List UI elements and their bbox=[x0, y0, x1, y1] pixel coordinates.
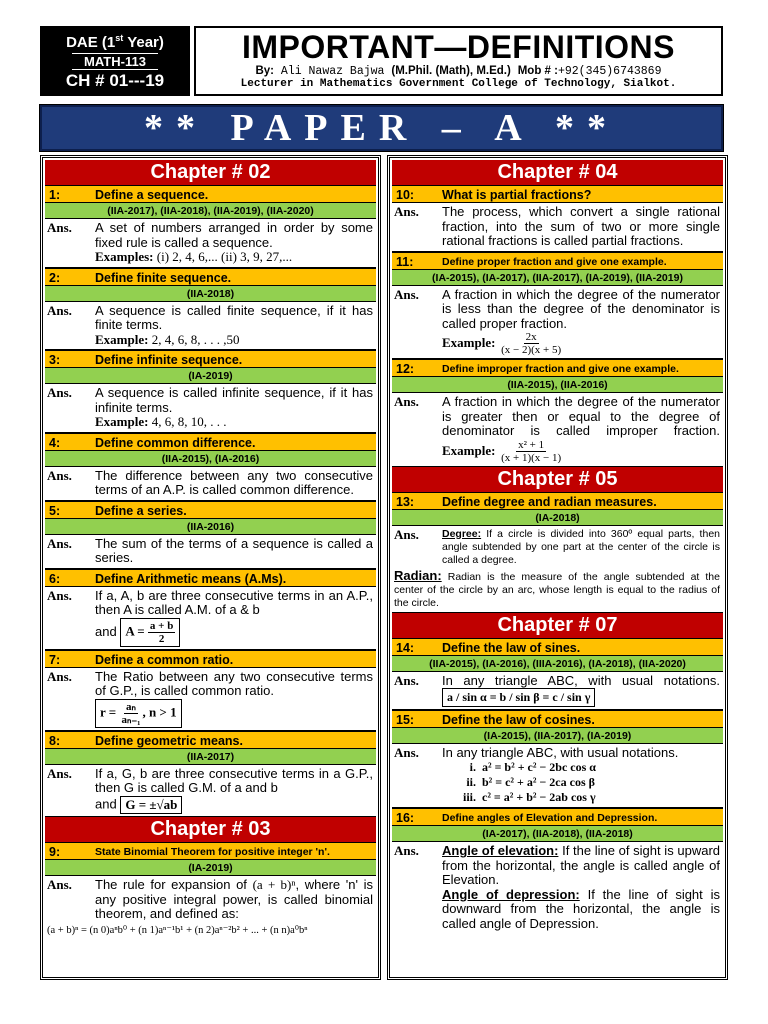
question-row: 8: Define geometric means. bbox=[45, 731, 376, 749]
answer: Ans. If a, G, b are three consecutive terms in a G.P., then G is called G.M. of a and b and G = ±√ab bbox=[45, 765, 376, 818]
lecturer-line: Lecturer in Mathematics Government College of Technology, Sialkot. bbox=[240, 78, 677, 90]
question-row: 14: Define the law of sines. bbox=[392, 638, 723, 656]
answer: Ans. A set of numbers arranged in order by some fixed rule is called a sequence. Examples: (i) 2, 4, 6,... (ii) 3, 9, 27,... bbox=[45, 219, 376, 268]
exam-years: (IIA-2015), (IA-2016), (IIIA-2016), (IA-2018), (IIA-2020) bbox=[392, 656, 723, 672]
question-row: 9: State Binomial Theorem for positive integer 'n'. bbox=[45, 842, 376, 860]
answer: Ans. The process, which convert a single rational fraction, into the sum of two or more single rational fractions is called partial fractions. bbox=[392, 203, 723, 252]
course-year: DAE (1st Year) bbox=[66, 33, 164, 51]
question-row: 10: What is partial fractions? bbox=[392, 185, 723, 203]
answer: Ans. A sequence is called finite sequence, if it has finite terms. Example: 2, 4, 6, 8, . . . ,50 bbox=[45, 302, 376, 351]
exam-years: (IA-2017), (IIA-2018), (IIA-2018) bbox=[392, 826, 723, 842]
question-row: 7: Define a common ratio. bbox=[45, 650, 376, 668]
question-row: 3: Define infinite sequence. bbox=[45, 350, 376, 368]
chapter-heading: Chapter # 04 bbox=[392, 160, 723, 185]
exam-years: (IA-2019) bbox=[45, 860, 376, 876]
exam-years: (IIA-2016) bbox=[45, 519, 376, 535]
question-row: 2: Define finite sequence. bbox=[45, 268, 376, 286]
question-row: 4: Define common difference. bbox=[45, 433, 376, 451]
answer: Ans. Angle of elevation: If the line of sight is upward from the horizontal, the angle is called angle of Elevation. Angle of depression: If the line of sight is downward from the horizontal, the angle is called angle of Depression. bbox=[394, 843, 721, 931]
chapter-heading: Chapter # 03 bbox=[45, 817, 376, 842]
exam-years: (IIA-2018) bbox=[45, 286, 376, 302]
chapter-heading: Chapter # 07 bbox=[392, 613, 723, 638]
answer: Radian: Radian is the measure of the angle subtended at the center of the circle by an arc, whose length is equal to the radius of the circle. bbox=[392, 569, 723, 613]
am-formula: A = $\frac{a + b}{2}$ bbox=[120, 618, 180, 647]
answer: Ans. The sum of the terms of a sequence is called a series. bbox=[45, 535, 376, 569]
course-info-box bbox=[40, 26, 190, 96]
improper-fraction-example: $\frac{\text{x² + 1}}{(x + 1)(x - 1)}$ bbox=[501, 438, 562, 464]
cosine-law-item: ii. b² = c² + a² − 2ca cos β bbox=[466, 775, 595, 789]
exam-years: (IIA-2017) bbox=[45, 749, 376, 765]
title-box bbox=[194, 26, 723, 96]
question-row: 13: Define degree and radian measures. bbox=[392, 492, 723, 510]
exam-years: (IA-2015), (IIA-2017), (IA-2019) bbox=[392, 728, 723, 744]
question-row: 5: Define a series. bbox=[45, 501, 376, 519]
question-row: 16: Define angles of Elevation and Depression. bbox=[392, 808, 723, 826]
left-column bbox=[40, 155, 381, 980]
page-title: IMPORTANT—DEFINITIONS bbox=[242, 29, 675, 65]
question-row: 15: Define the law of cosines. bbox=[392, 710, 723, 728]
question-row: 6: Define Arithmetic means (A.Ms). bbox=[45, 569, 376, 587]
exam-years: (IA-2015), (IA-2017), (IIA-2017), (IA-2019), (IIA-2019) bbox=[392, 270, 723, 286]
answer: Ans. In any triangle ABC, with usual notations. a / sin α = b / sin β = c / sin γ bbox=[392, 672, 723, 710]
paper-banner: ** PAPER – A ** bbox=[40, 105, 723, 151]
chapter-heading: Chapter # 05 bbox=[392, 467, 723, 492]
question-row: 12: Define improper fraction and give one example. bbox=[392, 359, 723, 377]
answer: Ans. The Ratio between any two consecutive terms of G.P., is called common ratio. r = $\frac{\text{aₙ}}{\text{aₙ₋₁}}$ , n > 1 bbox=[45, 668, 376, 731]
sine-law-formula: a / sin α = b / sin β = c / sin γ bbox=[442, 688, 595, 707]
proper-fraction-example: $\frac{2x}{(x - 2)(x + 5)}$ bbox=[501, 331, 562, 356]
chapter-heading: Chapter # 02 bbox=[45, 160, 376, 185]
author-line: By: Ali Nawaz Bajwa (M.Phil. (Math), M.Ed.) Mob # :+92(345)6743869 bbox=[255, 65, 662, 78]
cosine-law-item: i. a² = b² + c² − 2bc cos α bbox=[469, 760, 596, 774]
answer: Ans. The difference between any two consecutive terms of an A.P. is called common difference. bbox=[45, 467, 376, 501]
question-row: 11: Define proper fraction and give one example. bbox=[392, 252, 723, 270]
chapter-range: CH # 01---19 bbox=[65, 71, 165, 90]
gm-formula: G = ±√ab bbox=[120, 796, 182, 815]
page-header bbox=[40, 26, 723, 96]
answer: Ans. The rule for expansion of (a + b)ⁿ, where 'n' is any positive integral power, is called binomial theorem, and defined as: bbox=[47, 877, 374, 921]
cosine-law-item: iii. c² = a² + b² − 2ab cos γ bbox=[462, 790, 596, 804]
exam-years: (IIA-2017), (IIA-2018), (IIA-2019), (IIA-2020) bbox=[45, 203, 376, 219]
answer: Ans. In any triangle ABC, with usual notations. i. a² = b² + c² − 2bc cos α ii. b² = c² + a² − 2ca cos β iii. c² = a² + b² − 2ab cos γ bbox=[392, 744, 723, 809]
answer: Ans. If a, A, b are three consecutive terms in an A.P., then A is called A.M. of a & b and A = $\frac{a + b}{2}$ bbox=[45, 587, 376, 650]
answer: Ans. Degree: If a circle is divided into 360º equal parts, then angle subtended by one part at the center of the circle is called a degree. bbox=[394, 526, 720, 566]
answer: Ans. A fraction in which the degree of the numerator is greater then or equal to the degree of denominator is called improper fraction. Example: $\frac{\text{x² + 1}}{(x + 1)(x - 1)}$ bbox=[392, 393, 723, 467]
course-code: MATH-113 bbox=[72, 53, 158, 70]
exam-years: (IIA-2015), (IA-2016) bbox=[45, 451, 376, 467]
right-column bbox=[387, 155, 728, 980]
answer: Ans. A sequence is called infinite sequence, if it has infinite terms. Example: 4, 6, 8, 10, . . . bbox=[45, 384, 376, 433]
exam-years: (IA-2019) bbox=[45, 368, 376, 384]
exam-years: (IA-2018) bbox=[392, 510, 723, 526]
question-row: 1: Define a sequence. bbox=[45, 185, 376, 203]
answer: Ans. A fraction in which the degree of the numerator is less than the degree of the denominator is called proper fraction. Example: $\frac{2x}{(x - 2)(x + 5)}$ bbox=[392, 286, 723, 360]
binomial-formula: (a + b)ⁿ = (n 0)aⁿb⁰ + (n 1)aⁿ⁻¹b¹ + (n 2)aⁿ⁻²b² + ... + (n n)a⁰bⁿ bbox=[47, 924, 308, 936]
exam-years: (IIA-2015), (IIA-2016) bbox=[392, 377, 723, 393]
ratio-formula: r = $\frac{\text{aₙ}}{\text{aₙ₋₁}}$ , n > 1 bbox=[95, 699, 182, 728]
